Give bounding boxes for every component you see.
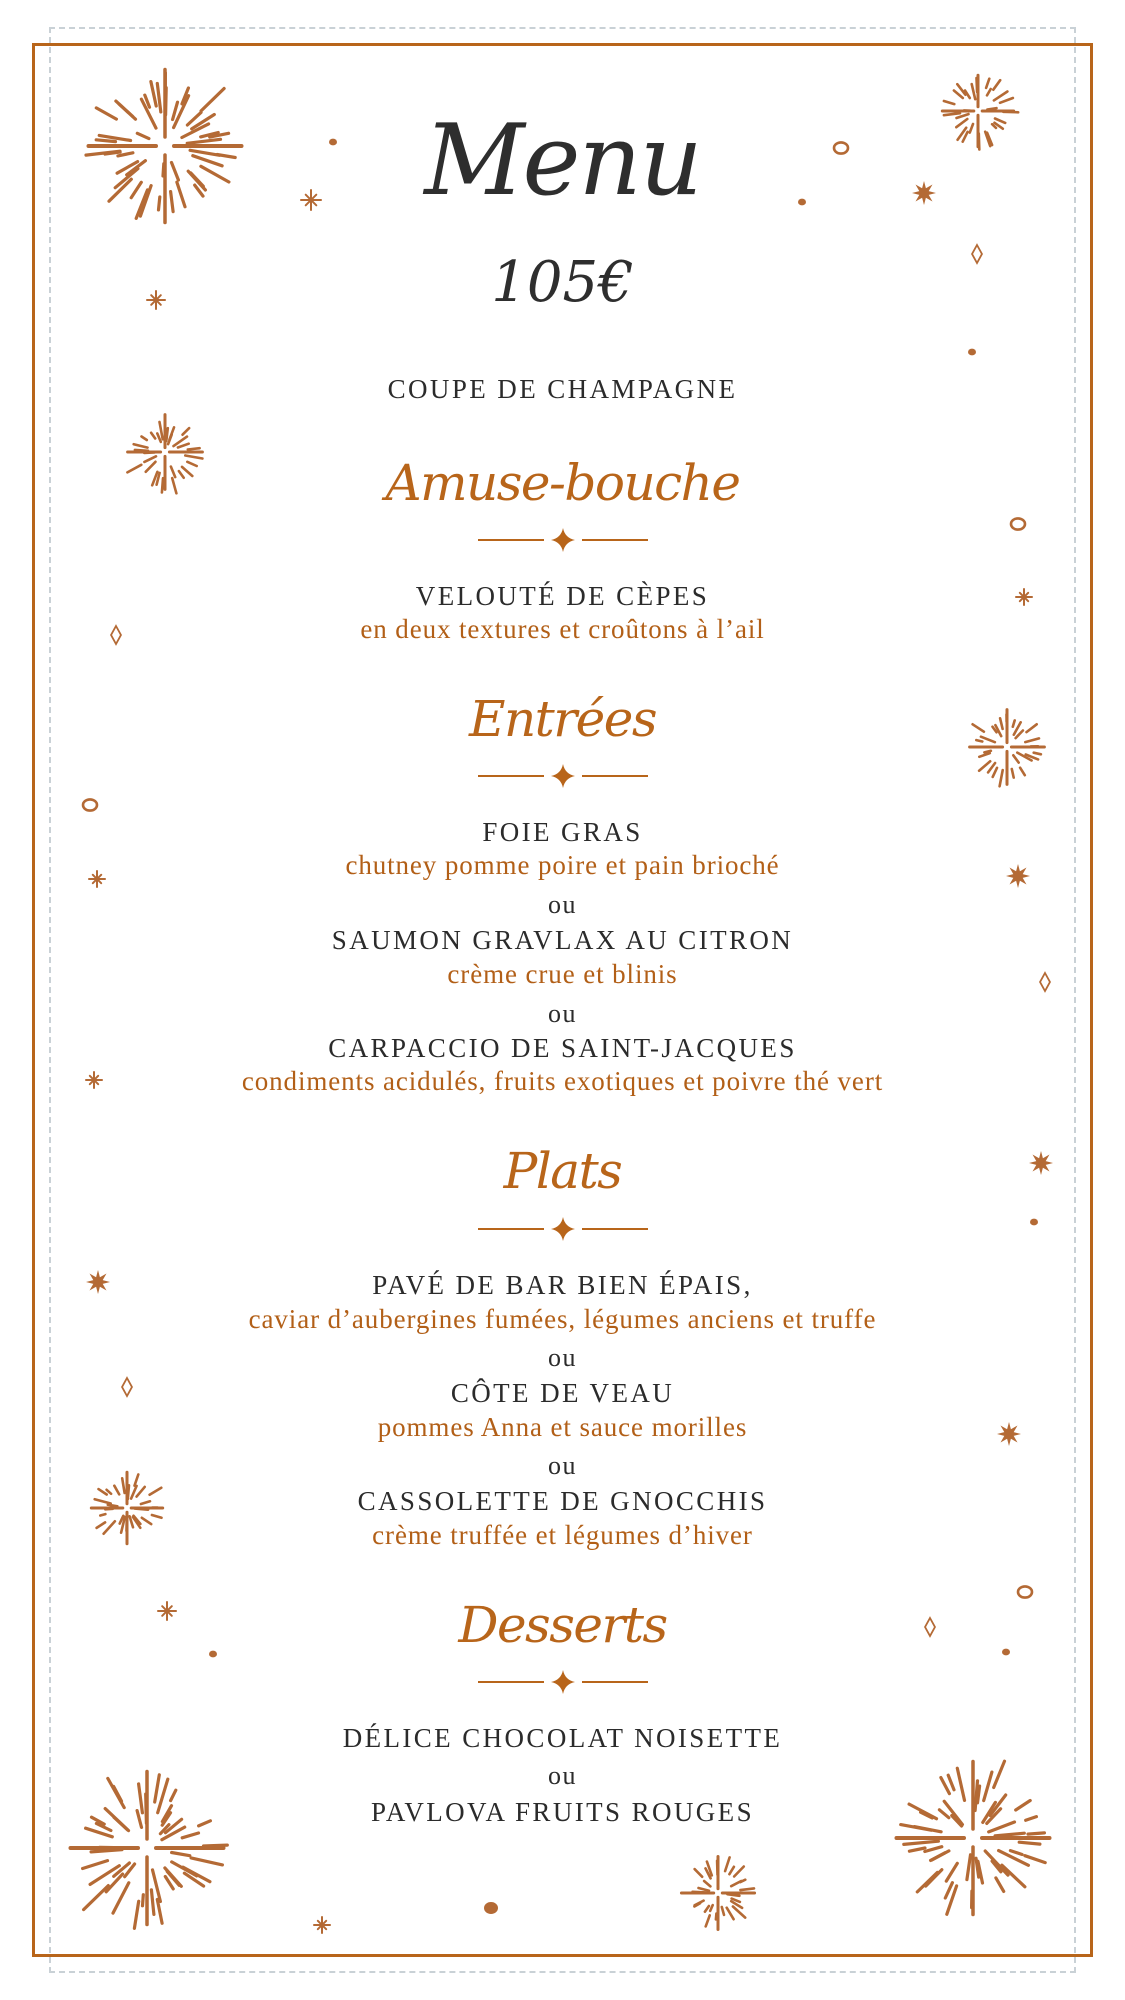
dot-icon <box>967 347 977 357</box>
dish-name: FOIE GRAS <box>482 817 643 847</box>
dish-description: crème crue et blinis <box>447 959 678 989</box>
dish-name: SAUMON GRAVLAX AU CITRON <box>331 925 794 955</box>
section-title-desserts: Desserts <box>458 1596 667 1654</box>
dish-name: PAVÉ DE BAR BIEN ÉPAIS, <box>372 1270 753 1300</box>
divider-star-icon <box>478 764 648 788</box>
firework-icon <box>670 1845 766 1941</box>
dish-name: CÔTE DE VEAU <box>450 1378 675 1408</box>
dish-description: caviar d’aubergines fumées, légumes anciens et truffe <box>248 1304 877 1334</box>
dish-name: PAVLOVA FRUITS ROUGES <box>370 1797 754 1827</box>
dish-description: chutney pomme poire et pain brioché <box>345 850 780 880</box>
asterisk-icon <box>312 1915 332 1935</box>
dish-name: DÉLICE CHOCOLAT NOISETTE <box>342 1723 783 1753</box>
section-title-entrees: Entrées <box>468 690 657 748</box>
section-title-amuse-bouche: Amuse-bouche <box>385 454 740 512</box>
ring-icon <box>80 795 100 815</box>
divider-star-icon <box>478 1217 648 1241</box>
dish-description: crème truffée et légumes d’hiver <box>372 1520 753 1550</box>
divider-star-icon <box>478 1670 648 1694</box>
dish-name: CASSOLETTE DE GNOCCHIS <box>357 1486 768 1516</box>
menu-title: Menu <box>424 104 701 218</box>
or-separator: ou <box>548 1451 577 1480</box>
dish-description: condiments acidulés, fruits exotiques et poivre thé vert <box>241 1066 884 1096</box>
menu-price: 105€ <box>491 250 634 315</box>
section-divider <box>478 764 648 788</box>
dot-icon <box>483 1900 499 1916</box>
aperitif-item: COUPE DE CHAMPAGNE <box>387 374 738 404</box>
ring-icon <box>1015 1582 1035 1602</box>
dish-name: VELOUTÉ DE CÈPES <box>415 581 710 611</box>
ring-icon <box>1008 514 1028 534</box>
dish-description: en deux textures et croûtons à l’ail <box>360 614 765 644</box>
dot-icon <box>1029 1217 1039 1227</box>
or-separator: ou <box>548 890 577 919</box>
dot-icon <box>208 1649 218 1659</box>
section-divider <box>478 1670 648 1694</box>
section-divider <box>478 1217 648 1241</box>
divider-star-icon <box>478 528 648 552</box>
dish-description: pommes Anna et sauce morilles <box>377 1412 748 1442</box>
or-separator: ou <box>548 1343 577 1372</box>
or-separator: ou <box>548 999 577 1028</box>
section-title-plats: Plats <box>503 1142 622 1200</box>
or-separator: ou <box>548 1761 577 1790</box>
dish-name: CARPACCIO DE SAINT-JACQUES <box>328 1033 797 1063</box>
section-divider <box>478 528 648 552</box>
